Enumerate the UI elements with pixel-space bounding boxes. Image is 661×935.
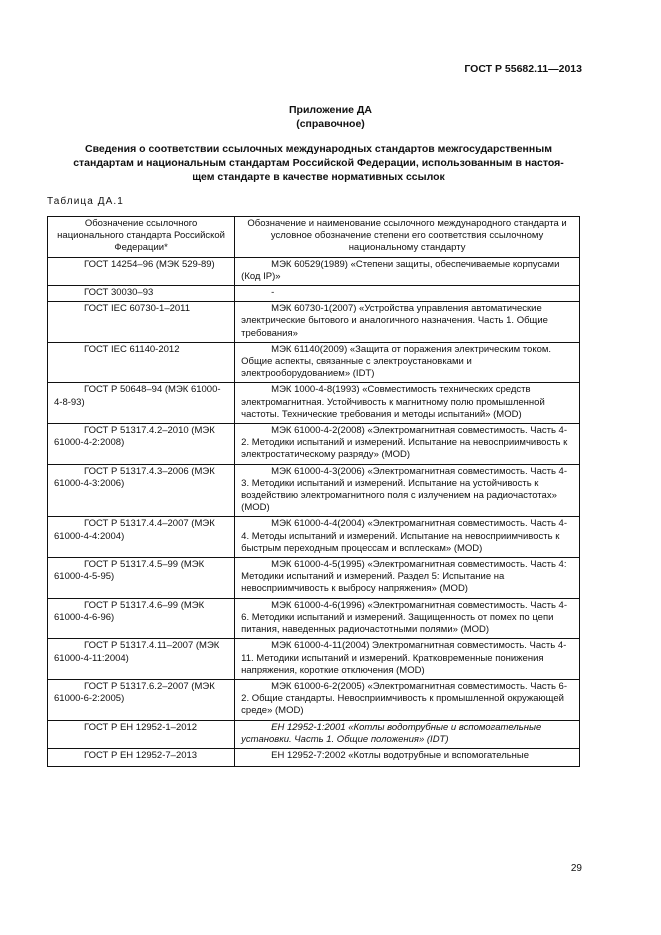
international-standard-cell: МЭК 61140(2009) «Защита от поражения электрическим током. Общие аспекты, связанные с электроустановками и электрооборудованием» (IDT)	[241, 343, 552, 380]
annex-heading	[36, 142, 601, 184]
table-row	[48, 748, 580, 766]
table-row	[48, 302, 580, 343]
page-number: 29	[570, 863, 582, 874]
table-row	[48, 342, 580, 383]
correspondence-table	[47, 216, 580, 767]
annex-subtitle: (справочное)	[296, 118, 365, 130]
annex-heading-line: стандартам и национальным стандартам Российской Федерации, использованным в настоя-	[73, 157, 564, 169]
table-row	[48, 464, 580, 517]
national-standard-cell: ГОСТ Р 50648–94 (МЭК 61000-4-8-93)	[54, 384, 221, 408]
international-standard-cell: ЕН 12952-1:2001 «Котлы водотрубные и вспомогательные установки. Часть 1. Общие положения» (IDT)	[241, 721, 542, 745]
international-standard-cell: МЭК 61000-4-5(1995) «Электромагнитная совместимость. Часть 4: Методики испытаний и измерений. Раздел 5: Испытание на невосприимчивость к выбросу напряжения» (MOD)	[241, 559, 567, 595]
table-row	[48, 558, 580, 599]
national-standard-cell: ГОСТ Р 51317.6.2–2007 (МЭК 61000-6-2:2005)	[54, 680, 215, 705]
national-standard-cell: ГОСТ 14254–96 (МЭК 529-89)	[84, 258, 215, 270]
national-standard-cell: ГОСТ Р ЕН 12952-7–2013	[84, 749, 198, 761]
national-standard-cell: ГОСТ Р 51317.4.4–2007 (МЭК 61000-4-4:2004)	[54, 518, 215, 542]
table-row	[48, 424, 580, 465]
international-standard-cell: МЭК 61000-4-2(2008) «Электромагнитная совместимость. Часть 4-2. Методики испытаний и измерений. Испытание на невосприимчивость к электростатическому разряду» (MOD)	[241, 425, 568, 461]
international-standard-cell: МЭК 61000-4-11(2004) Электромагнитная совместимость. Часть 4-11. Методики испытаний и измерений. Кратковременные понижения напряжения, короткие отключения (MOD)	[241, 640, 567, 676]
document-header-standard: ГОСТ Р 55682.11—2013	[464, 63, 582, 75]
national-standard-cell: ГОСТ Р 51317.4.6–99 (МЭК 61000-4-6-96)	[54, 599, 205, 623]
annex-title: Приложение ДА	[289, 104, 372, 116]
international-standard-cell: МЭК 61000-4-3(2006) «Электромагнитная совместимость. Часть 4-3. Методики испытаний и измерений. Испытание на устойчивость к воздействию электромагнитного поля с излучением на радиочастотах» (MOD)	[241, 465, 567, 514]
table-caption: Таблица ДА.1	[47, 196, 124, 207]
table-header-row	[48, 217, 580, 258]
table-row	[48, 383, 580, 424]
national-standard-cell: ГОСТ Р ЕН 12952-1–2012	[84, 721, 198, 733]
national-standard-cell: ГОСТ Р 51317.4.11–2007 (МЭК 61000-4-11:2004)	[54, 640, 220, 664]
table-row	[48, 286, 580, 302]
national-standard-cell: ГОСТ Р 51317.4.5–99 (МЭК 61000-4-5-95)	[54, 559, 205, 583]
international-standard-cell: МЭК 61000-4-6(1996) «Электромагнитная совместимость. Часть 4-6. Методики испытаний и измерений. Защищенность от помех по цепи питания, наведенных радиочастотными полями» (MOD)	[241, 599, 567, 636]
annex-heading-line: Сведения о соответствии ссылочных международных стандартов межгосударственным	[85, 143, 552, 155]
international-standard-cell: МЭК 60730-1(2007) «Устройства управления автоматические электрические бытового и аналогичного назначения. Часть 1. Общие требования»	[241, 303, 548, 339]
international-standard-cell: -	[271, 287, 275, 299]
international-standard-cell: МЭК 61000-6-2(2005) «Электромагнитная совместимость. Часть 6-2. Общие стандарты. Невосприимчивость к промышленной окружающей среде» (MOD)	[241, 680, 567, 717]
international-standard-cell: ЕН 12952-7:2002 «Котлы водотрубные и вспомогательные	[271, 749, 530, 761]
table-row	[48, 720, 580, 748]
international-standard-cell: МЭК 1000-4-8(1993) «Совместимость технических средств электромагнитная. Устойчивость к магнитному полю промышленной частоты. Технические требования и методы испытаний» (MOD)	[241, 384, 545, 420]
international-standard-cell: МЭК 60529(1989) «Степени защиты, обеспечиваемые корпусами (Код IP)»	[241, 258, 560, 282]
table-row	[48, 257, 580, 285]
table-row	[48, 517, 580, 558]
table-row	[48, 598, 580, 639]
table-row	[48, 639, 580, 680]
column-header-national: Обозначение ссылочного национального стандарта Российской Федерации*	[48, 217, 235, 258]
national-standard-cell: ГОСТ 30030–93	[84, 287, 154, 299]
national-standard-cell: ГОСТ Р 51317.4.3–2006 (МЭК 61000-4-3:2006)	[54, 465, 215, 489]
column-header-international: Обозначение и наименование ссылочного международного стандарта и условное обозначение степени его соответствия ссылочному национальному стандарту	[235, 217, 580, 258]
annex-heading-line: щем стандарте в качестве нормативных ссылок	[192, 171, 445, 183]
national-standard-cell: ГОСТ Р 51317.4.2–2010 (МЭК 61000-4-2:2008)	[54, 425, 215, 449]
table-row	[48, 679, 580, 720]
national-standard-cell: ГОСТ IEC 60730-1–2011	[84, 303, 191, 315]
international-standard-cell: МЭК 61000-4-4(2004) «Электромагнитная совместимость. Часть 4-4. Методы испытаний и измерений. Испытание на невосприимчивость к быстрым переходным процессам и всплескам» (MOD)	[241, 518, 567, 554]
national-standard-cell: ГОСТ IEC 61140-2012	[84, 343, 180, 355]
